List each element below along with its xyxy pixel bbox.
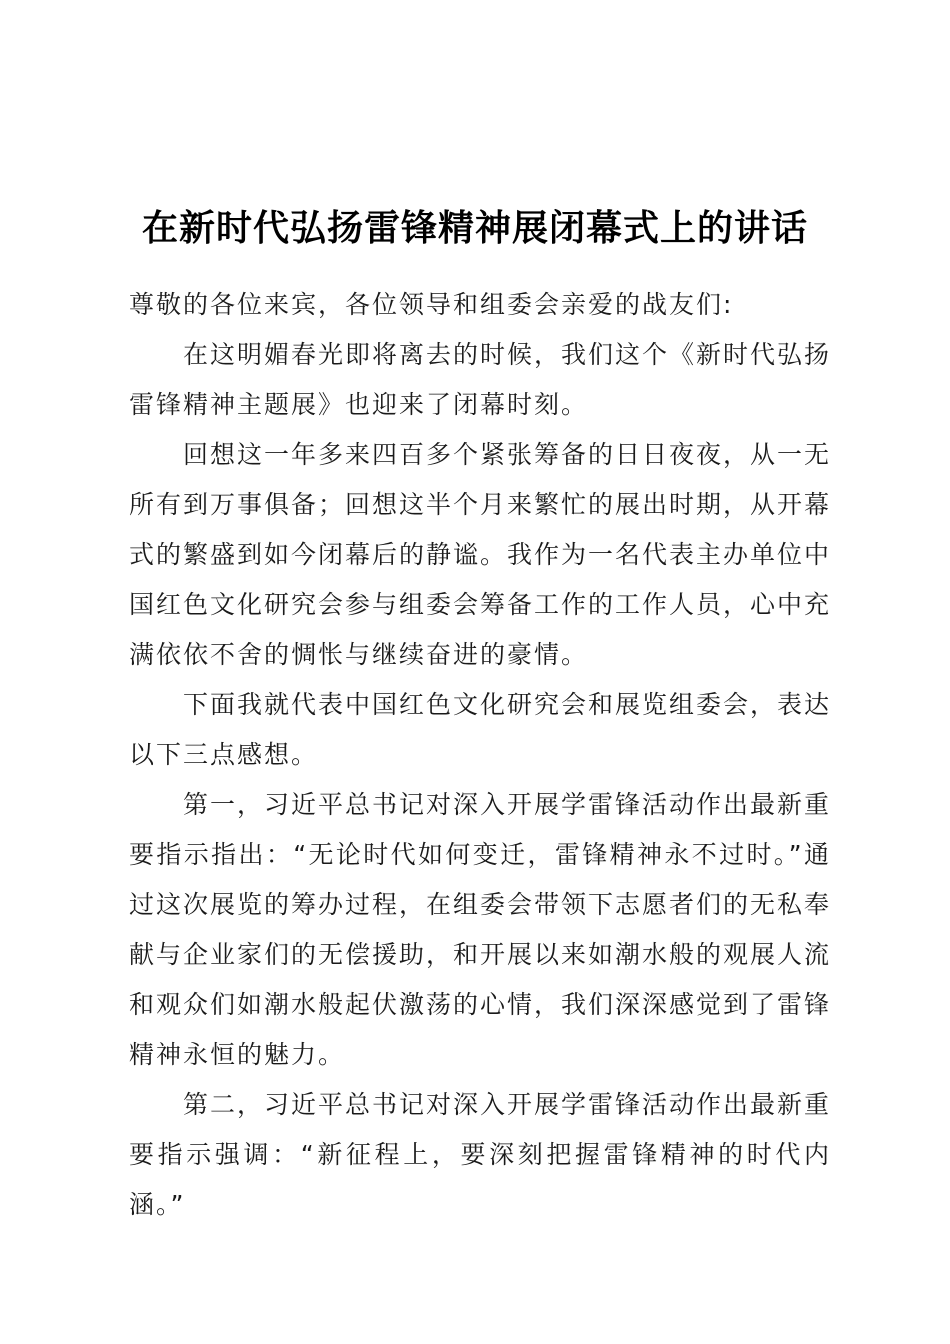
document-title: 在新时代弘扬雷锋精神展闭幕式上的讲话	[141, 207, 808, 249]
paragraph-recollection: 回想这一年多来四百多个紧张筹备的日日夜夜，从一无所有到万事俱备；回想这半个月来繁忙的展出时期，从开幕式的繁盛到如今闭幕后的静谧。我作为一名代表主办单位中国红色文化研究会参与组委会筹备工作的工作人员，心中充满依依不舍的惆怅与继续奋进的豪情。	[129, 440, 832, 669]
paragraph-opening: 在这明媚春光即将离去的时候，我们这个《新时代弘扬雷锋精神主题展》也迎来了闭幕时刻。	[129, 340, 832, 419]
paragraph-introduction: 下面我就代表中国红色文化研究会和展览组委会，表达以下三点感想。	[129, 690, 832, 769]
paragraph-first-point: 第一，习近平总书记对深入开展学雷锋活动作出最新重要指示指出：“无论时代如何变迁，雷锋精神永不过时。”通过这次展览的筹办过程，在组委会带领下志愿者们的无私奉献与企业家们的无偿援助，和开展以来如潮水般的观展人流和观众们如潮水般起伏激荡的心情，我们深深感觉到了雷锋精神永恒的魅力。	[129, 790, 832, 1069]
document-body	[129, 280, 831, 1230]
salutation: 尊敬的各位来宾，各位领导和组委会亲爱的战友们:	[129, 290, 734, 319]
paragraph-second-point: 第二，习近平总书记对深入开展学雷锋活动作出最新重要指示强调：“新征程上，要深刻把握雷锋精神的时代内涵。”	[129, 1090, 832, 1219]
